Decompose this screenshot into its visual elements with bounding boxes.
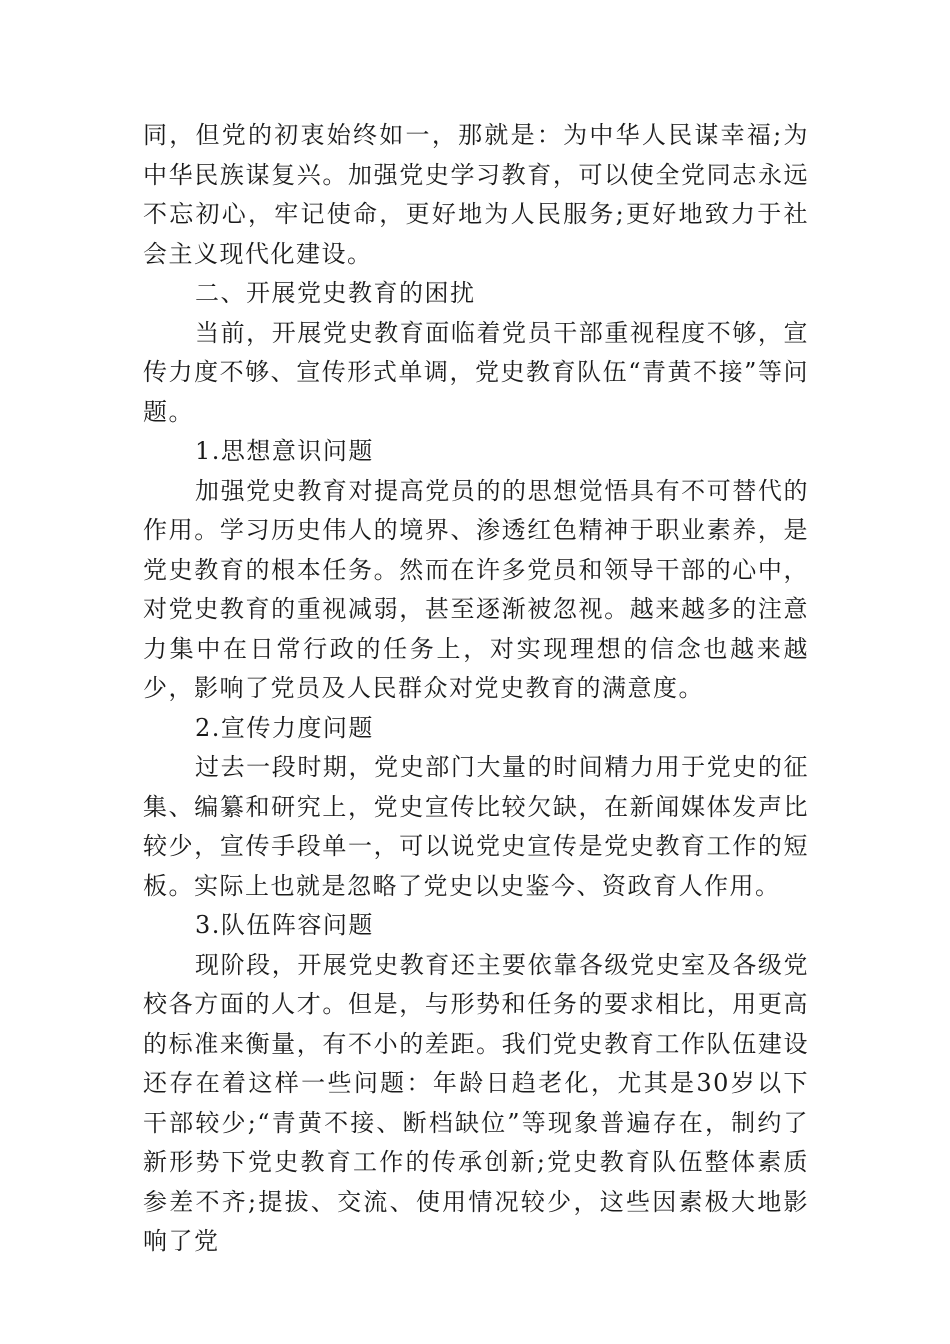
paragraph-team: 现阶段，开展党史教育还主要依靠各级党史室及各级党校各方面的人才。但是，与形势和任务的要求相比，用更高的标准来衡量，有不小的差距。我们党史教育工作队伍建设还存在着这样一些问题：年龄日趋老化，尤其是30岁以下干部较少;“青黄不接、断档缺位”等现象普遍存在，制约了新形势下党史教育工作的传承创新;党史教育队伍整体素质参差不齐;提拔、交流、使用情况较少，这些因素极大地影响了党 (143, 950, 809, 1255)
paragraph-continuation: 同，但党的初衷始终如一，那就是：为中华人民谋幸福;为中华民族谋复兴。加强党史学习教育，可以使全党同志永远不忘初心，牢记使命，更好地为人民服务;更好地致力于社会主义现代化建设。 (143, 121, 809, 268)
section-heading-2: 二、开展党史教育的困扰 (195, 279, 476, 307)
paragraph-overview: 当前，开展党史教育面临着党员干部重视程度不够，宣传力度不够、宣传形式单调，党史教育队伍“青黄不接”等问题。 (143, 318, 809, 426)
subheading-2: 2.宣传力度问题 (195, 713, 374, 742)
subheading-3: 3.队伍阵容问题 (195, 911, 374, 939)
subheading-1: 1.思想意识问题 (195, 437, 374, 465)
document-body (143, 116, 809, 1262)
paragraph-awareness: 加强党史教育对提高党员的的思想觉悟具有不可替代的作用。学习历史伟人的境界、渗透红色精神于职业素养，是党史教育的根本任务。然而在许多党员和领导干部的心中，对党史教育的重视减弱，甚至逐渐被忽视。越来越多的注意力集中在日常行政的任务上，对实现理想的信念也越来越少，影响了党员及人民群众对党史教育的满意度。 (143, 476, 809, 702)
paragraph-publicity: 过去一段时期，党史部门大量的时间精力用于党史的征集、编纂和研究上，党史宣传比较欠缺，在新闻媒体发声比较少，宣传手段单一，可以说党史宣传是党史教育工作的短板。实际上也就是忽略了党史以史鉴今、资政育人作用。 (143, 753, 809, 900)
